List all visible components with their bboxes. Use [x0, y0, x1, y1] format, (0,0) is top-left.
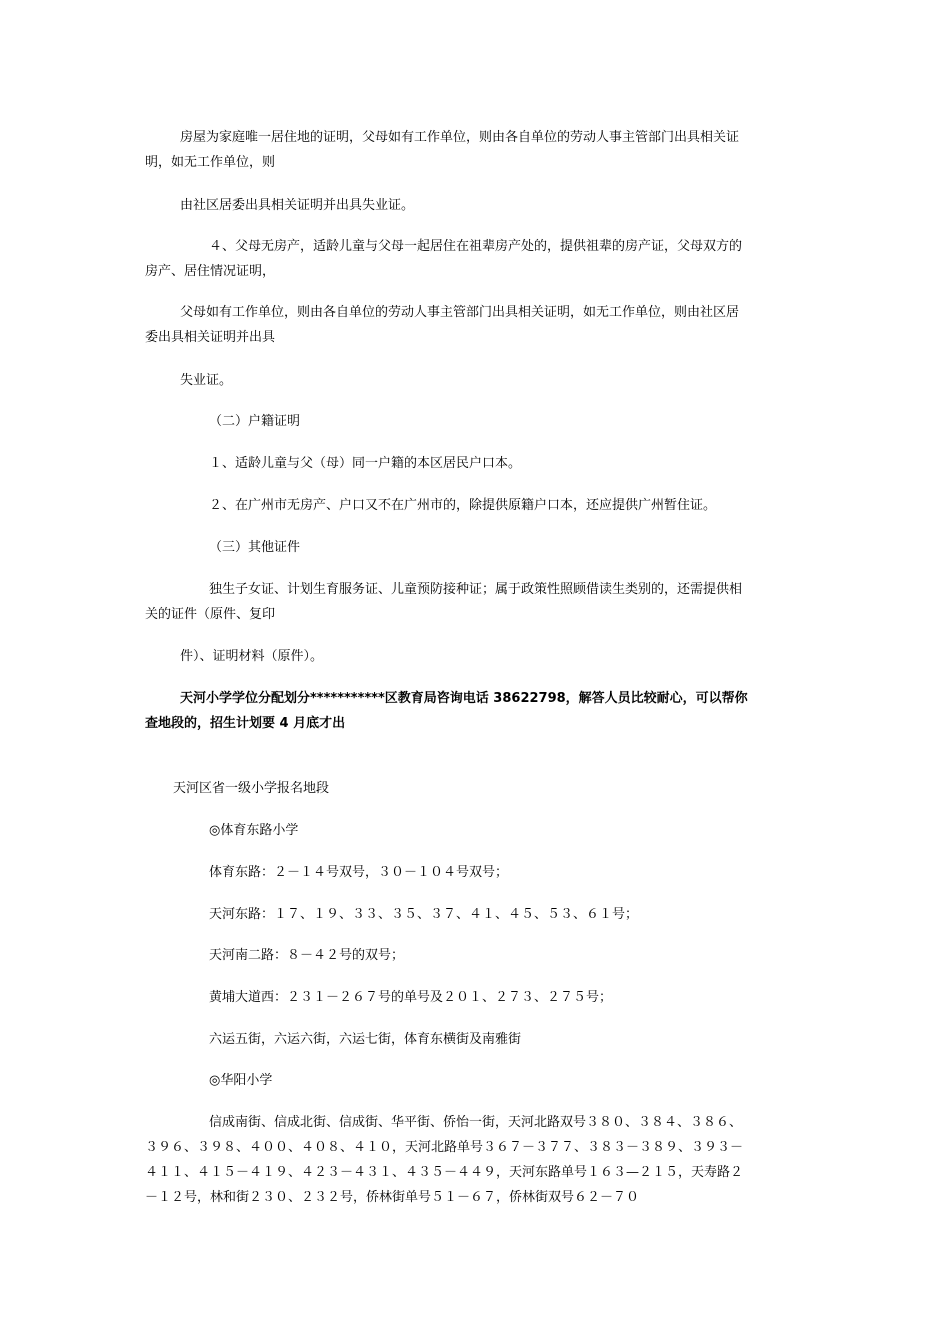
text-line: 明，如无工作单位，则	[145, 155, 276, 170]
text-line: 体育东路：２－１４号双号，３０－１０４号双号；	[209, 865, 509, 880]
district-title	[173, 776, 329, 801]
paragraph-materials	[180, 644, 323, 669]
school1-road-3	[209, 943, 404, 968]
text-line: 关的证件（原件、复印	[145, 607, 276, 622]
school1-road-2	[209, 902, 638, 927]
notice-line: 天河小学学位分配划分***********区教育局咨询电话 38622798，解答人员比较耐心，可以帮你	[180, 691, 748, 706]
text-line: 房产、居住情况证明，	[145, 264, 276, 279]
school-name-huayang	[209, 1068, 272, 1093]
text-line: 由社区居委出具相关证明并出具失业证。	[180, 198, 415, 213]
text-line: 房屋为家庭唯一居住地的证明，父母如有工作单位，则由各自单位的劳动人事主管部门出具相关证	[180, 130, 740, 145]
text-line: 父母如有工作单位，则由各自单位的劳动人事主管部门出具相关证明，如无工作单位，则由社区居	[180, 305, 740, 320]
school-heading: ◎华阳小学	[209, 1073, 273, 1088]
paragraph-unemployment-proof	[180, 193, 414, 218]
text-line: 黄埔大道西：２３１－２６７号的单号及２０１、２７３、２７５号；	[209, 990, 613, 1005]
paragraph-unemployment	[180, 368, 232, 393]
school2-roads	[145, 1110, 743, 1210]
bold-notice	[145, 686, 748, 736]
heading-text: （二）户籍证明	[209, 414, 301, 429]
paragraph-work-unit	[145, 300, 739, 350]
notice-line: 查地段的，招生计划要 4 月底才出	[145, 716, 346, 731]
school1-road-5	[209, 1027, 521, 1052]
paragraph-other-documents	[145, 577, 742, 627]
text-line: 天河东路：１７、１９、３３、３５、３７、４１、４５、５３、６１号；	[209, 907, 639, 922]
text-line: 件）、证明材料（原件）。	[180, 649, 324, 664]
text-line: ３９６、３９８、４００、４０８、４１０，天河北路单号３６７－３７７、３８３－３８９、３９３－	[145, 1140, 744, 1155]
school-heading: ◎体育东路小学	[209, 823, 299, 838]
section-title-household	[209, 409, 300, 434]
text-line: 天河南二路：８－４２号的双号；	[209, 948, 405, 963]
text-line: ２、在广州市无房产、户口又不在广州市的，除提供原籍户口本，还应提供广州暂住证。	[209, 498, 717, 513]
text-line: ４、父母无房产，适龄儿童与父母一起居住在祖辈房产处的，提供祖辈的房产证，父母双方的	[209, 239, 743, 254]
school-name-tiyudonglu	[209, 818, 298, 843]
text-line: －１２号，林和街２３０、２３２号，侨林街单号５１－６７，侨林街双号６２－７０	[145, 1190, 640, 1205]
text-line: 委出具相关证明并出具	[145, 330, 276, 345]
paragraph-item-4	[145, 234, 742, 284]
text-line: 六运五街，六运六街，六运七街，体育东横街及南雅街	[209, 1032, 522, 1047]
text-line: 信成南街、信成北街、信成街、华平街、侨怡一街，天河北路双号３８０、３８４、３８６、	[209, 1115, 743, 1130]
section-title-other	[209, 535, 300, 560]
text-line: ４１１、４１５－４１９、４２３－４３１、４３５－４４９，天河东路单号１６３—２１５，天寿路２	[145, 1165, 744, 1180]
text-line: 失业证。	[180, 373, 233, 388]
school1-road-4	[209, 985, 612, 1010]
section2-item-2	[209, 493, 716, 518]
paragraph-housing-proof	[145, 125, 739, 175]
heading-text: （三）其他证件	[209, 540, 301, 555]
text-line: 独生子女证、计划生育服务证、儿童预防接种证；属于政策性照顾借读生类别的，还需提供相	[209, 582, 743, 597]
school1-road-1	[209, 860, 508, 885]
text-line: １、适龄儿童与父（母）同一户籍的本区居民户口本。	[209, 456, 522, 471]
section2-item-1	[209, 451, 521, 476]
heading-text: 天河区省一级小学报名地段	[173, 781, 330, 796]
